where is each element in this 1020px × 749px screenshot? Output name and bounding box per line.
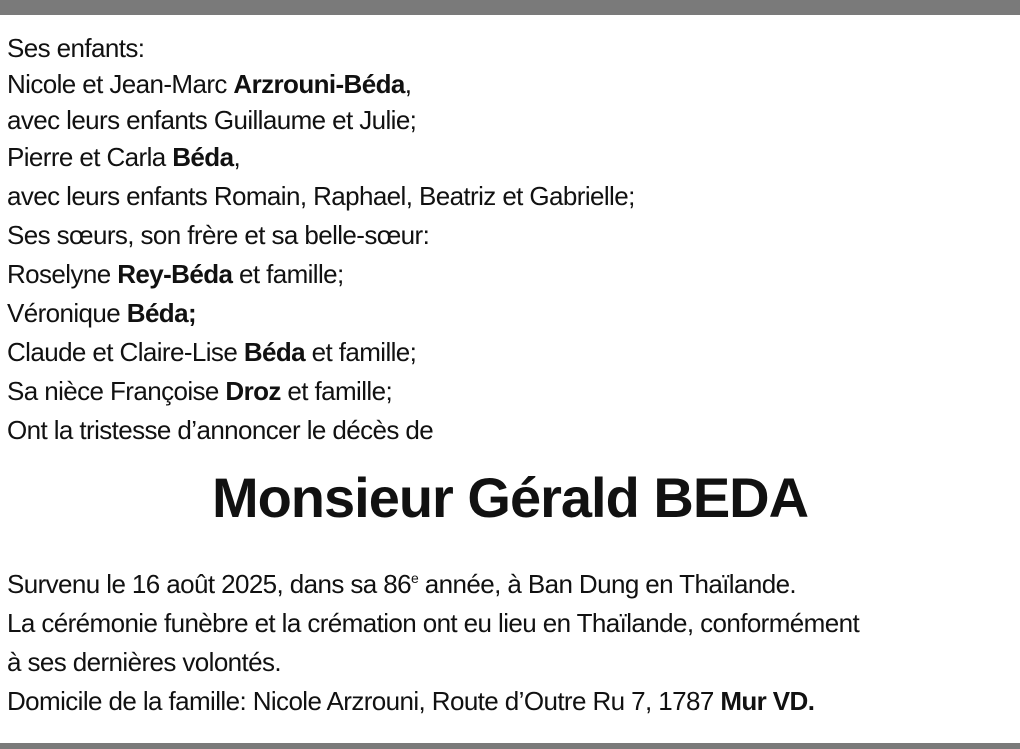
- ceremony-details: La cérémonie funèbre et la crémation ont eu lieu en Thaïlande, conformément: [7, 608, 860, 638]
- ordinal-suffix: e: [411, 570, 419, 586]
- family-line: Roselyne Rey-Béda et famille;: [7, 259, 344, 289]
- surname: Rey-Béda: [117, 259, 233, 289]
- deceased-name: Monsieur Gérald BEDA: [211, 466, 809, 529]
- ceremony-details-cont: à ses dernières volontés.: [7, 647, 282, 677]
- children-intro: Ses enfants:: [7, 33, 145, 63]
- top-rule: [0, 0, 1020, 15]
- family-list: [7, 30, 1017, 450]
- bottom-rule: [0, 743, 1020, 749]
- details: [7, 565, 1017, 721]
- family-line: Nicole et Jean-Marc Arzrouni-Béda,: [7, 69, 412, 99]
- surname: Béda: [243, 337, 305, 367]
- surname: Droz: [225, 376, 281, 406]
- surname: Arzrouni-Béda: [233, 69, 405, 99]
- domicile: Domicile de la famille: Nicole Arzrouni, Route d’Outre Ru 7, 1787 Mur VD.: [7, 686, 815, 716]
- death-details: Survenu le 16 août 2025, dans sa 86e année, à Ban Dung en Thaïlande.: [7, 569, 797, 599]
- family-line: avec leurs enfants Guillaume et Julie;: [7, 105, 417, 135]
- family-line: Véronique Béda;: [7, 298, 197, 328]
- domicile-town: Mur VD.: [720, 686, 815, 716]
- family-line: Pierre et Carla Béda,: [7, 142, 241, 172]
- surname: Béda;: [126, 298, 197, 328]
- surname: Béda: [172, 142, 234, 172]
- siblings-intro: Ses sœurs, son frère et sa belle-sœur:: [7, 220, 430, 250]
- family-line: Claude et Claire-Lise Béda et famille;: [7, 337, 417, 367]
- announcement: Ont la tristesse d’annoncer le décès de: [7, 415, 434, 445]
- family-line: avec leurs enfants Romain, Raphael, Beatriz et Gabrielle;: [7, 181, 635, 211]
- family-line: Sa nièce Françoise Droz et famille;: [7, 376, 393, 406]
